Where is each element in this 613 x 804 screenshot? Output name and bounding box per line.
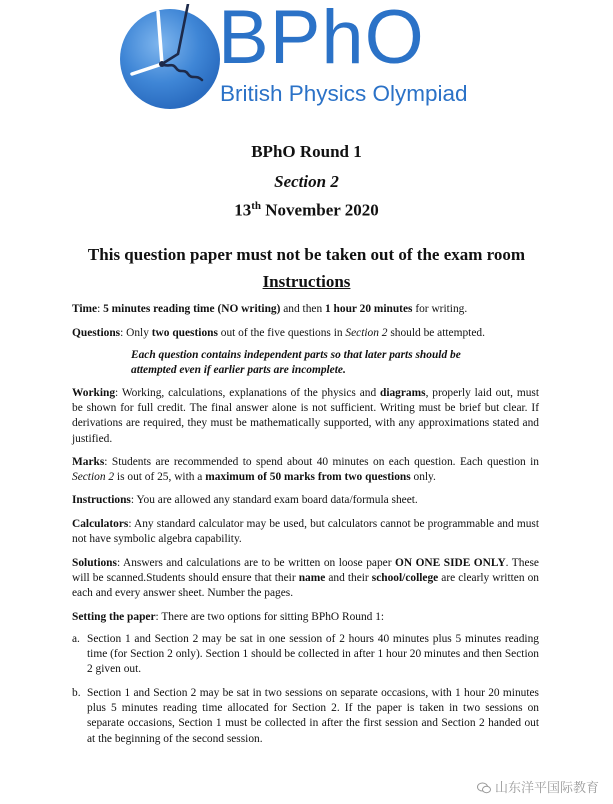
date-suffix: th (251, 200, 262, 212)
instructions-heading (0, 272, 613, 292)
section-title: Section 2 (274, 172, 339, 191)
option-a-t5: given out. (92, 663, 142, 676)
solutions-text-2: . These will be scanned.Students should ensure that their (72, 557, 539, 585)
option-a (72, 632, 539, 678)
wechat-icon (477, 782, 491, 794)
marks-label: Marks (72, 456, 105, 468)
brand-subtitle: British Physics Olympiad (220, 81, 468, 106)
option-b-text (87, 686, 539, 747)
working-label: Working (72, 387, 116, 399)
option-b-i1: Section 1 (87, 687, 131, 699)
instructions-text: : You are allowed any standard exam board data/formula sheet. (130, 494, 418, 506)
solutions-text-1: : Answers and calculations are to be written on loose paper (116, 557, 395, 569)
option-a-i3: Section 2 (130, 648, 173, 661)
calculators-paragraph (72, 517, 539, 547)
calculators-text: : Any standard calculator may be used, but calculators cannot be programmable and must not have symbolic algebra capability. (72, 518, 539, 546)
watermark-text: 山东洋平国际教育 (494, 780, 599, 795)
option-a-i2: Section 2 (154, 633, 199, 645)
solutions-label: Solutions (72, 557, 117, 569)
marks-text-2: is out of 25, with a (114, 471, 206, 484)
bpho-logo-icon (118, 4, 228, 114)
option-a-i4: Section 1 (205, 648, 249, 661)
option-b-i3: Section 2 (291, 702, 337, 715)
option-b-i4: Section 1 (178, 717, 222, 730)
option-b-i2: Section 2 (153, 687, 197, 699)
questions-text-2: out of the five questions in (217, 327, 346, 339)
solutions-text-4: are clearly written on each and every answer sheet. Number the pages. (72, 572, 539, 600)
questions-section: Section 2 (345, 327, 388, 339)
option-a-marker: a. (72, 633, 80, 645)
marks-text-3: only. (410, 471, 436, 484)
marks-section: Section 2 (72, 471, 115, 484)
solutions-text-3: and their (325, 572, 372, 585)
working-text-1: : Working, calculations, explanations of the physics and (115, 387, 380, 399)
time-paragraph (72, 302, 539, 317)
time-writing: 1 hour 20 minutes (325, 303, 413, 315)
option-a-t4: should be collected in after 1 hour 20 minutes and then (248, 648, 505, 661)
option-a-i5: Section 2 (87, 648, 539, 676)
setting-text: : There are two options for sitting BPhO Round 1: (155, 611, 385, 623)
option-a-t2: may be sat in one session of 2 hours 40 minutes plus 5 minutes reading time (for (87, 633, 539, 661)
time-text-2: for writing. (412, 303, 468, 315)
option-b-t4: must be collected in after the first session and (221, 717, 442, 730)
questions-label: Questions (72, 327, 121, 339)
time-sep: : (97, 303, 104, 315)
time-reading: 5 minutes reading time (NO writing) (103, 303, 281, 315)
time-text-1: and then (280, 303, 326, 315)
solutions-bold-2: name (298, 572, 326, 585)
working-paragraph (72, 386, 539, 447)
instructions-paragraph (72, 493, 539, 508)
option-b-t1: and (130, 687, 154, 699)
option-b-t5: handed out at the beginning of the second session. (87, 717, 540, 745)
time-label: Time (72, 303, 98, 315)
date-rest: November 2020 (261, 200, 379, 220)
brand-title: BPhO (218, 0, 425, 80)
marks-paragraph (72, 455, 539, 485)
option-b-marker: b. (72, 687, 81, 699)
watermark (477, 777, 599, 796)
solutions-paragraph (72, 556, 539, 602)
option-a-text (87, 632, 539, 678)
marks-bold: maximum of 50 marks from two questions (205, 471, 411, 484)
working-text-2: , properly laid out, must be shown for full credit. The final answer alone is not sufficient. Writing must be brief but clear. If derivations are required, they must be mathematically supported, with any approximations stated and justified. (72, 387, 539, 445)
questions-paragraph (72, 326, 539, 341)
calculators-label: Calculators (72, 518, 129, 530)
note-line-2: attempted even if earlier parts are incomplete. (131, 364, 346, 377)
option-b-i5: Section 2 (441, 717, 485, 730)
note-line-1: Each question contains independent parts so that later parts should be (131, 349, 461, 361)
working-bold: diagrams (379, 387, 426, 399)
independent-parts-note (131, 348, 511, 378)
questions-bold: two questions (151, 327, 218, 339)
marks-text-1: : Students are recommended to spend about 40 minutes on each question. Each question in (104, 456, 539, 468)
setting-paragraph (72, 610, 539, 625)
questions-text-1: : Only (120, 327, 152, 339)
option-b-t3: . If the paper is taken in two sessions on separate occasions, (87, 702, 539, 730)
option-b (72, 686, 539, 748)
setting-label: Setting the paper (72, 611, 156, 623)
date-day: 13 (234, 200, 252, 220)
option-b-t2: may be sat in two sessions on separate occasions, with 1 hour 20 minutes plus 5 minutes reading time allocated for (87, 687, 539, 715)
questions-text-3: should be attempted. (387, 327, 485, 339)
option-a-i1: Section 1 (87, 633, 131, 645)
option-a-t3: only). (172, 648, 206, 661)
exam-room-warning: This question paper must not be taken out of the exam room (87, 245, 526, 264)
round-title: BPhO Round 1 (251, 142, 362, 161)
solutions-bold-1: ON ONE SIDE ONLY (395, 557, 506, 569)
option-a-t1: and (130, 633, 155, 645)
exam-date (0, 200, 613, 221)
instructions-label: Instructions (72, 494, 131, 506)
solutions-bold-3: school/college (371, 572, 439, 585)
instructions-heading-text: Instructions (262, 272, 351, 291)
